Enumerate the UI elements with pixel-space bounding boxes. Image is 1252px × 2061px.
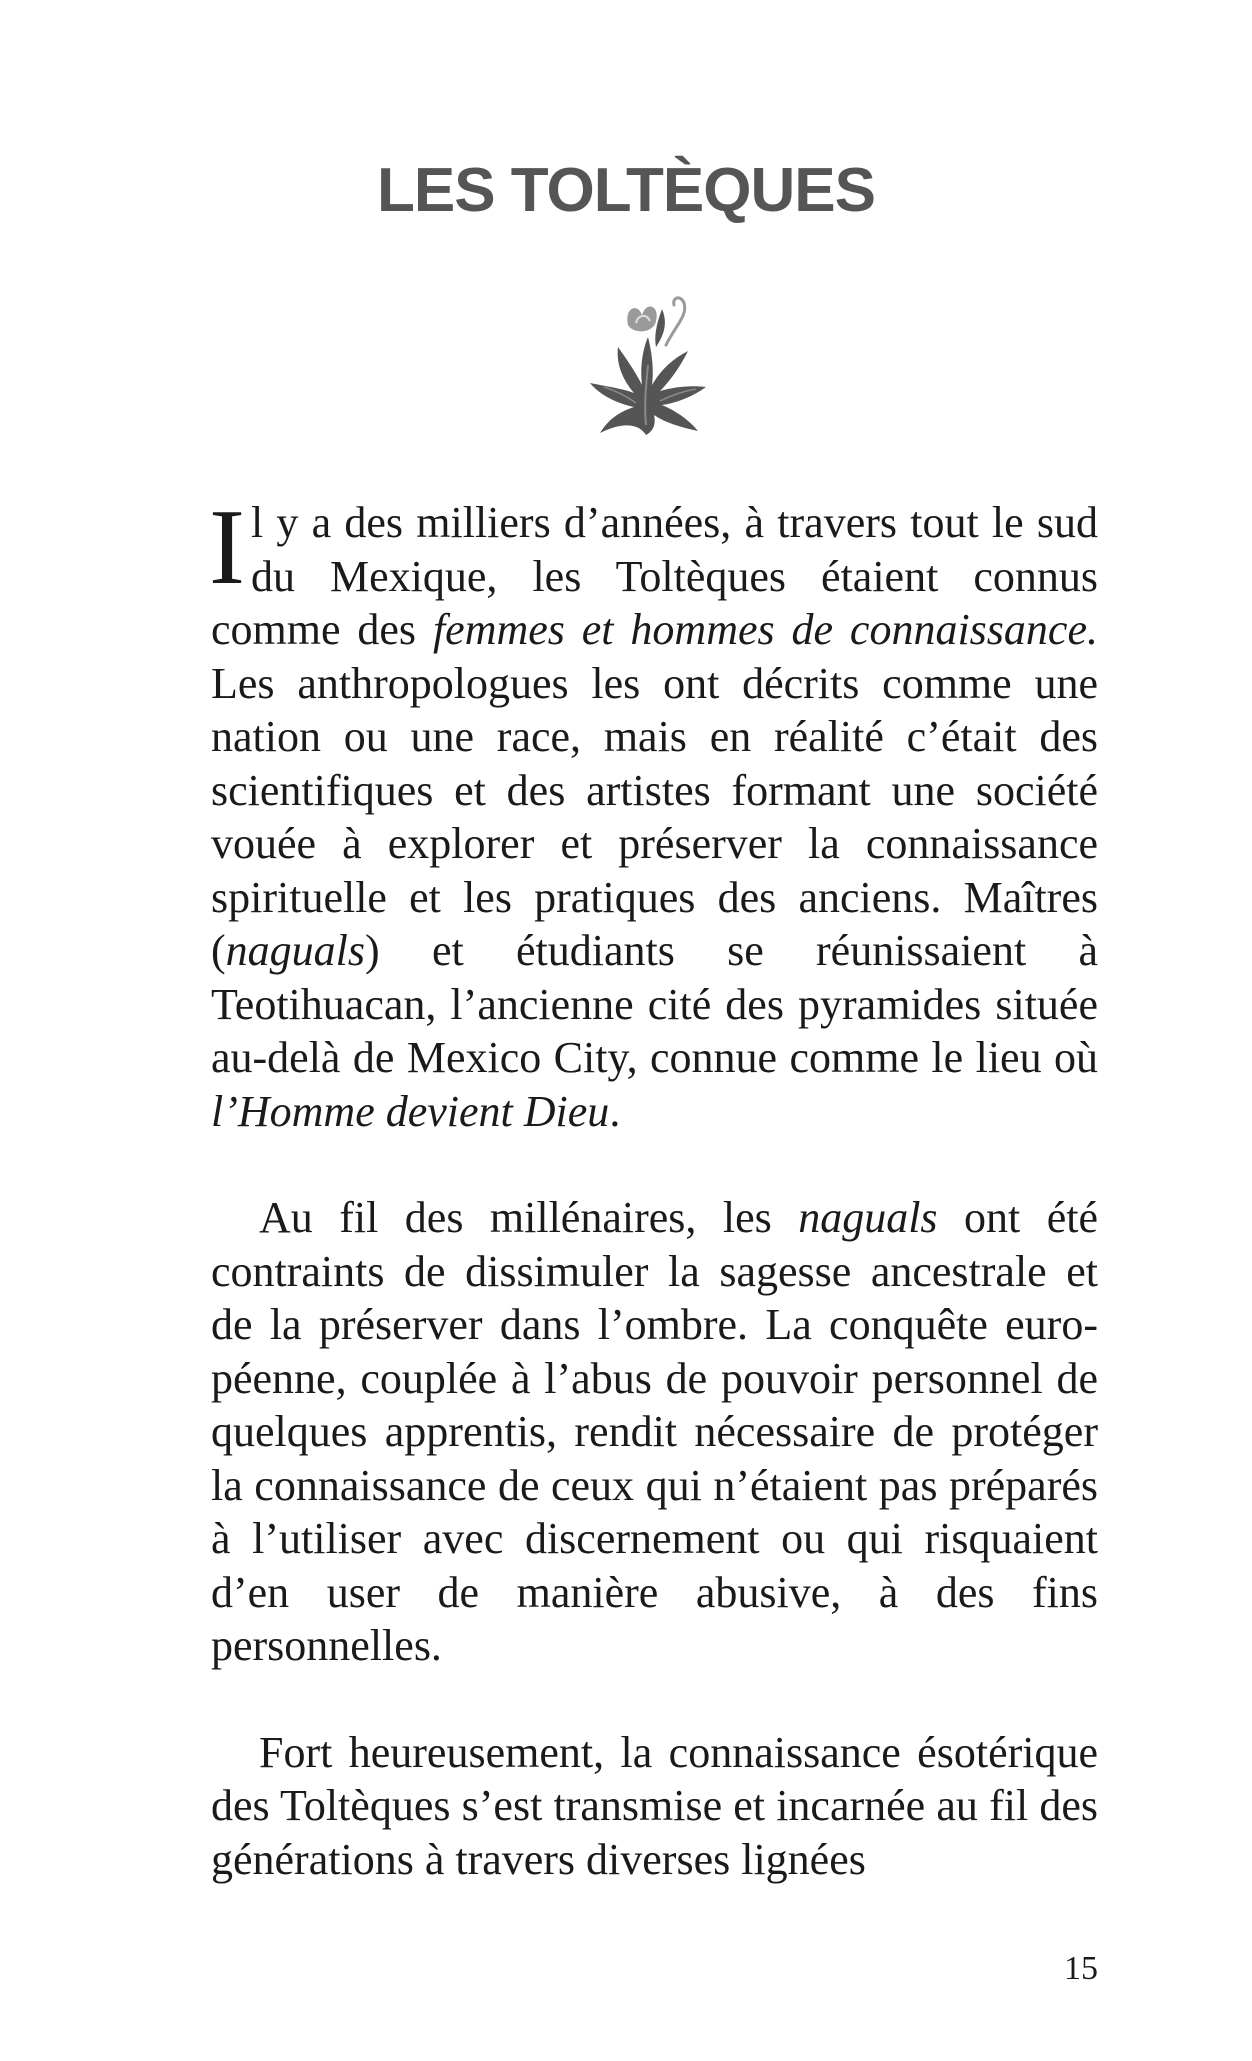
drop-cap: I: [209, 488, 245, 607]
paragraph-2-text-2: ont été contraints de dissimuler la sagesse ancestrale et de la préserver dans l’ombre. La conquête européenne, couplée à l’abus de pouvoir personnel de quelques apprentis, rendit nécessaire de protéger la connaissance de ceux qui n’étaient pas préparés à l’utiliser avec discernement ou qui risquaient d’en user de manière abusive, à des fins personnelles.: [211, 1193, 1098, 1670]
paragraph-2-text-1: Au fil des millénaires, les: [259, 1193, 799, 1242]
body-text: [209, 488, 1098, 1939]
paragraph-1-text-3: ) et étudiants se réunissaient à Teotihuacan, l’ancienne cité des pyramides située au-delà de Mexico City, connue comme le lieu où: [211, 926, 1098, 1082]
paragraph-1-text-2: Les anthropologues les ont décrits comme une nation ou une race, mais en réalité c’était des scientifiques et des artistes formant une société vouée à explorer et préserver la connaissance spirituelle et les pratiques des anciens. Maîtres (: [211, 658, 1098, 975]
paragraph-1-italic-3: l’Homme devient Dieu: [211, 1086, 610, 1136]
paragraph-3: [211, 1726, 1098, 1887]
chapter-title: LES TOLTÈQUES: [377, 156, 875, 225]
paragraph-1-italic-1: femmes et hommes de connaissance.: [432, 605, 1098, 654]
paragraph-1: [209, 488, 1098, 1138]
paragraph-1-text-1: l y a des milliers d’années, à travers tout le sud du Mexique, les Toltèques étaient connus comme des: [211, 498, 1098, 654]
paragraph-3-text-1: Fort heureusement, la connaissance ésotérique des Toltèques s’est transmise et incarnée au fil des générations à travers diverses lignées: [211, 1727, 1098, 1884]
paragraph-1-italic-2: naguals: [225, 926, 366, 975]
flower-ornament-icon: [576, 285, 716, 445]
page-number: 15: [1064, 1950, 1098, 1987]
paragraph-2-italic-1: naguals: [798, 1193, 938, 1242]
paragraph-2: [211, 1191, 1098, 1673]
paragraph-1-text-4: .: [609, 1086, 621, 1136]
